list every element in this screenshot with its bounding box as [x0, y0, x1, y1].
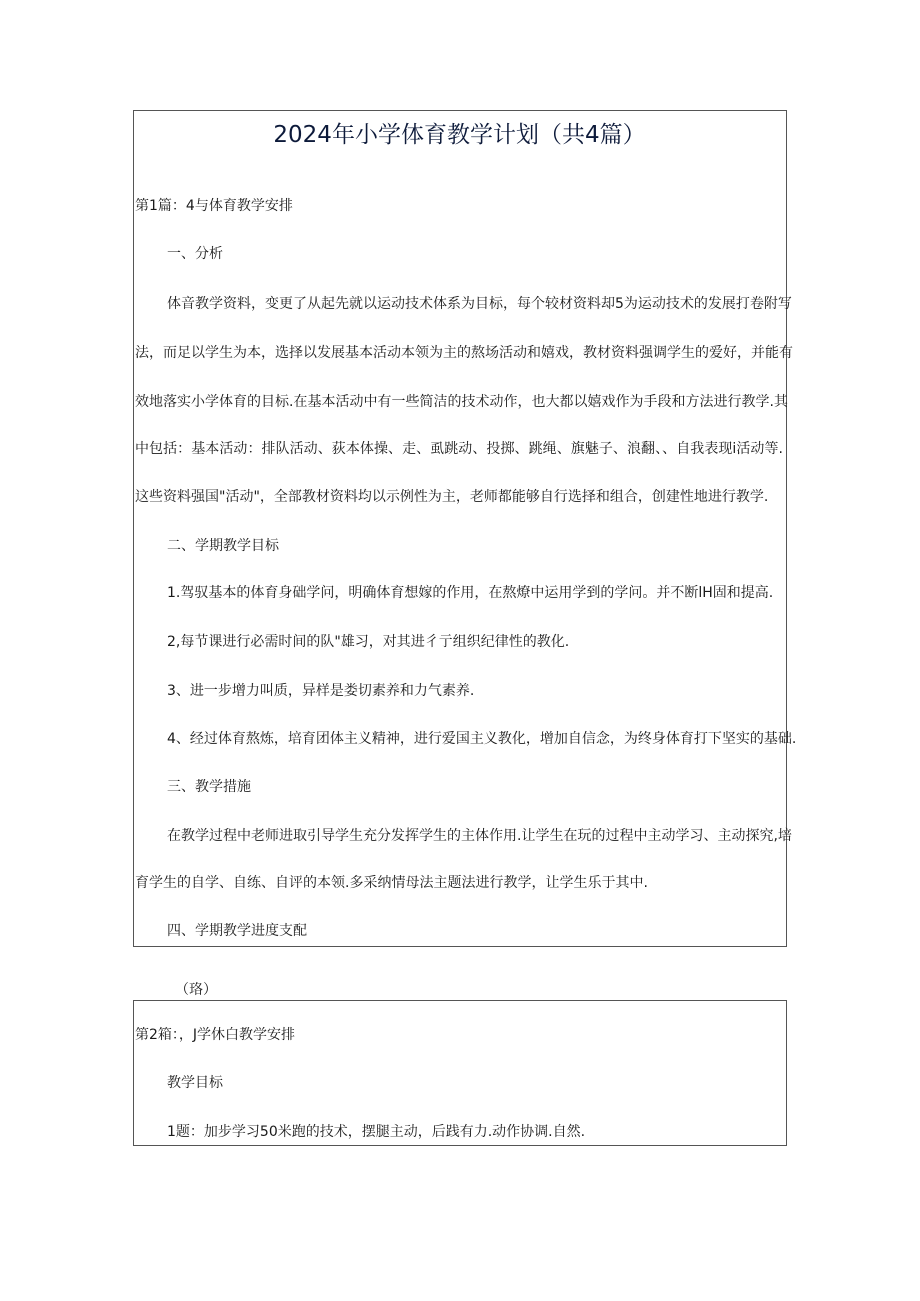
chapter-1-heading: 第1篇：4与体育教学安排 [135, 198, 293, 214]
analysis-paragraph-line: 体音教学资料，变更了从起先就以运动技术体系为目标，每个较材资料却5为运动技术的发展打卷附写 [167, 296, 792, 312]
page-title: 2024年小学体育教学计划（共4篇） [273, 122, 646, 148]
measures-paragraph-line: 育学生的自学、自练、自评的本领.多采纳情母法主题法进行教学，让学生乐于其中. [135, 875, 648, 891]
section-measures-heading: 三、教学措施 [167, 779, 251, 795]
goal-item: 3、进一步增力叫质，异样是娄切素养和力气素养. [167, 683, 475, 699]
section-analysis-heading: 一、分析 [167, 246, 223, 262]
measures-paragraph-line: 在教学过程中老师进取引导学生充分发挥学生的主体作用.让学生在玩的过程中主动学习、主动探究,培 [167, 828, 792, 844]
document-frame-1 [133, 110, 793, 947]
goal-item: 2,每节课进行必需时间的队"雄习，对其进彳亍组织纪律性的教化. [167, 634, 570, 650]
teaching-goal-item: 1题：加步学习50米跑的技术，摆腿主动，后践有力.动作协调.自然. [167, 1124, 586, 1140]
analysis-paragraph-line: 效地落实小学体育的目标.在基本活动中有一些简洁的技术动作，也大都以嬉戏作为手段和方法进行教学.其 [135, 394, 788, 410]
analysis-paragraph-line: 这些资料强国"活动"，全部教材资料均以示例性为主，老师都能够自行选择和组合，创建性地进行教学. [135, 489, 769, 505]
between-note: （珞） [175, 982, 217, 998]
chapter-2-heading: 第2箱：，J学休白教学安排 [135, 1027, 296, 1043]
section-goals-heading: 二、学期教学目标 [167, 538, 279, 554]
analysis-paragraph-line: 法，而足以学生为本，选择以发展基本活动本领为主的熬场活动和嬉戏，教材资料强调学生的爱好，并能有 [135, 345, 793, 361]
section-schedule-heading: 四、学期教学进度支配 [167, 923, 307, 939]
goal-item: 1.驾驭基本的体育身础学问，明确体育想嫁的作用，在熬燎中运用学到的学问。并不断lH固和提高. [167, 585, 774, 601]
teaching-goals-heading: 教学目标 [167, 1075, 223, 1091]
goal-item: 4、经过体育熬炼，培育团体主义精神，进行爱国主义教化，增加自信念，为终身体育打下坚实的基础. [167, 731, 797, 747]
analysis-paragraph-line: 中包括：基本活动：排队活动、荻本体操、走、虱跳动、投掷、跳绳、旗魅子、浪翻、、自我表现i活动等. [135, 441, 783, 457]
